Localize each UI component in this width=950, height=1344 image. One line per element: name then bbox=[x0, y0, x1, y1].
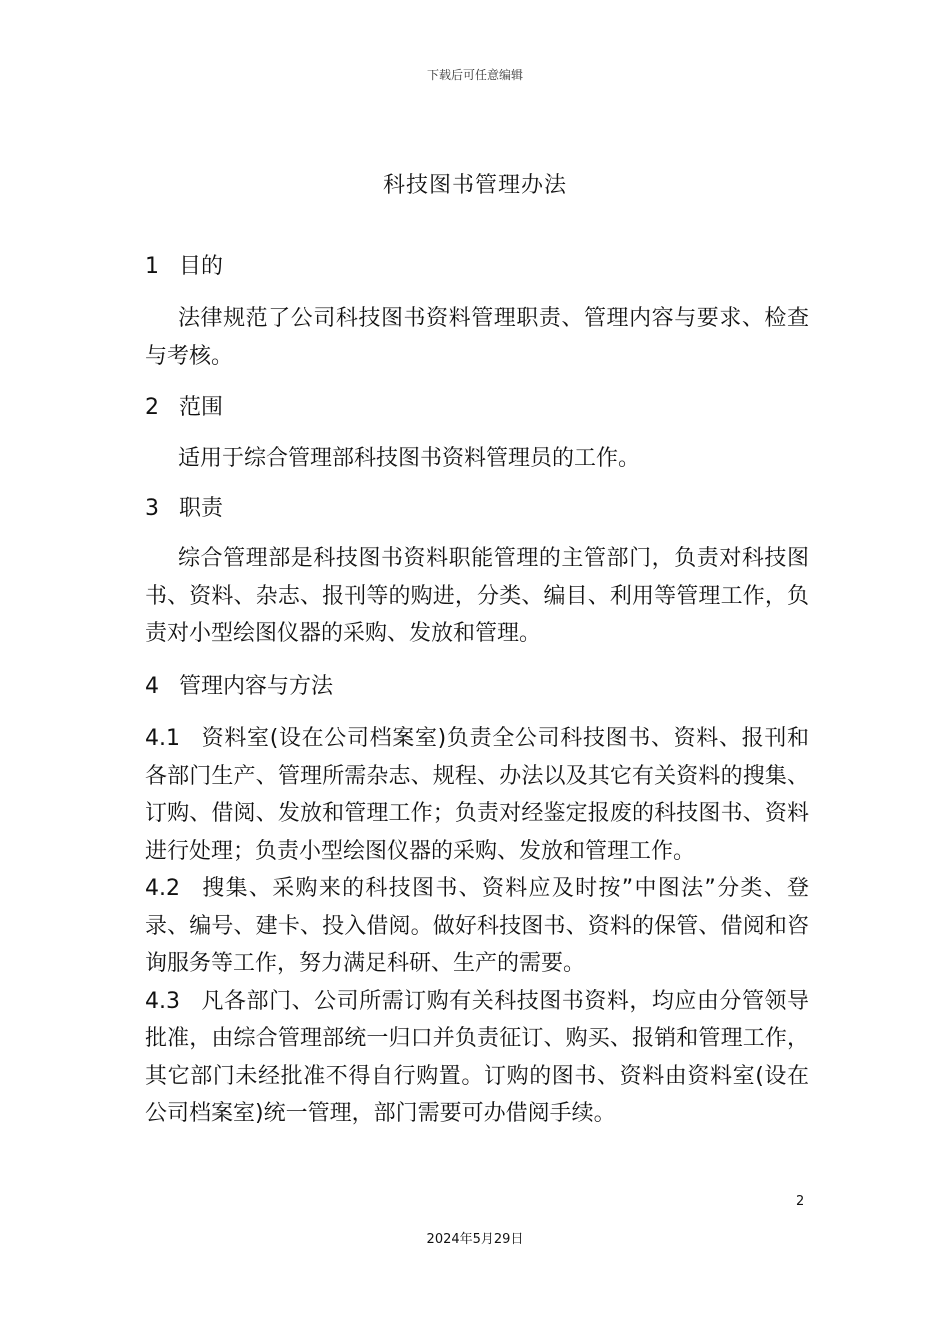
subsection-text: 搜集、采购来的科技图书、资料应及时按”中图法”分类、登录、编号、建卡、投入借阅。做好科技图书、资料的保管、借阅和咨询服务等工作，努力满足科研、生产的需要。 bbox=[145, 876, 809, 976]
section-paragraph: 适用于综合管理部科技图书资料管理员的工作。 bbox=[178, 446, 641, 471]
section-title: 管理内容与方法 bbox=[179, 674, 334, 699]
section-title: 目的 bbox=[179, 254, 224, 279]
header-note: 下载后可任意编辑 bbox=[426, 68, 523, 82]
section-3 bbox=[145, 490, 809, 528]
page-number: 2 bbox=[796, 1194, 805, 1209]
section-4 bbox=[145, 668, 809, 706]
section-4-items bbox=[145, 720, 809, 1133]
section-2-body bbox=[145, 440, 809, 478]
section-heading bbox=[145, 389, 809, 427]
section-paragraph: 法律规范了公司科技图书资料管理职责、管理内容与要求、检查与考核。 bbox=[145, 306, 809, 369]
section-number: 4 bbox=[145, 674, 159, 699]
subsection-number: 4.3 bbox=[145, 988, 180, 1014]
section-title: 职责 bbox=[179, 496, 224, 521]
subsection-text: 资料室(设在公司档案室)负责全公司科技图书、资料、报刊和各部门生产、管理所需杂志、规程、办法以及其它有关资料的搜集、订购、借阅、发放和管理工作；负责对经鉴定报废的科技图书、资料进行处理；负责小型绘图仪器的采购、发放和管理工作。 bbox=[145, 726, 809, 864]
section-number: 1 bbox=[145, 254, 159, 279]
document-title: 科技图书管理办法 bbox=[382, 173, 567, 198]
section-1 bbox=[145, 248, 809, 286]
subsection-paragraph bbox=[145, 983, 809, 1133]
footer-date: 2024年5月29日 bbox=[426, 1232, 524, 1247]
subsection-number: 4.1 bbox=[145, 726, 180, 751]
section-3-body bbox=[145, 540, 809, 653]
section-2 bbox=[145, 389, 809, 427]
subsection-paragraph bbox=[145, 870, 809, 983]
section-heading bbox=[145, 248, 809, 286]
subsection-text: 凡各部门、公司所需订购有关科技图书资料，均应由分管领导批准，由综合管理部统一归口并负责征订、购买、报销和管理工作，其它部门未经批准不得自行购置。订购的图书、资料由资料室(设在公司档案室)统一管理，部门需要可办借阅手续。 bbox=[145, 988, 809, 1126]
subsection-paragraph bbox=[145, 720, 809, 870]
section-paragraph: 综合管理部是科技图书资料职能管理的主管部门，负责对科技图书、资料、杂志、报刊等的购进，分类、编目、利用等管理工作，负责对小型绘图仪器的采购、发放和管理。 bbox=[145, 546, 809, 646]
section-title: 范围 bbox=[179, 395, 224, 420]
section-1-body bbox=[145, 300, 809, 375]
section-number: 2 bbox=[145, 395, 159, 420]
subsection-number: 4.2 bbox=[145, 876, 180, 901]
section-number: 3 bbox=[145, 496, 159, 521]
section-heading bbox=[145, 490, 809, 528]
section-heading bbox=[145, 668, 809, 706]
